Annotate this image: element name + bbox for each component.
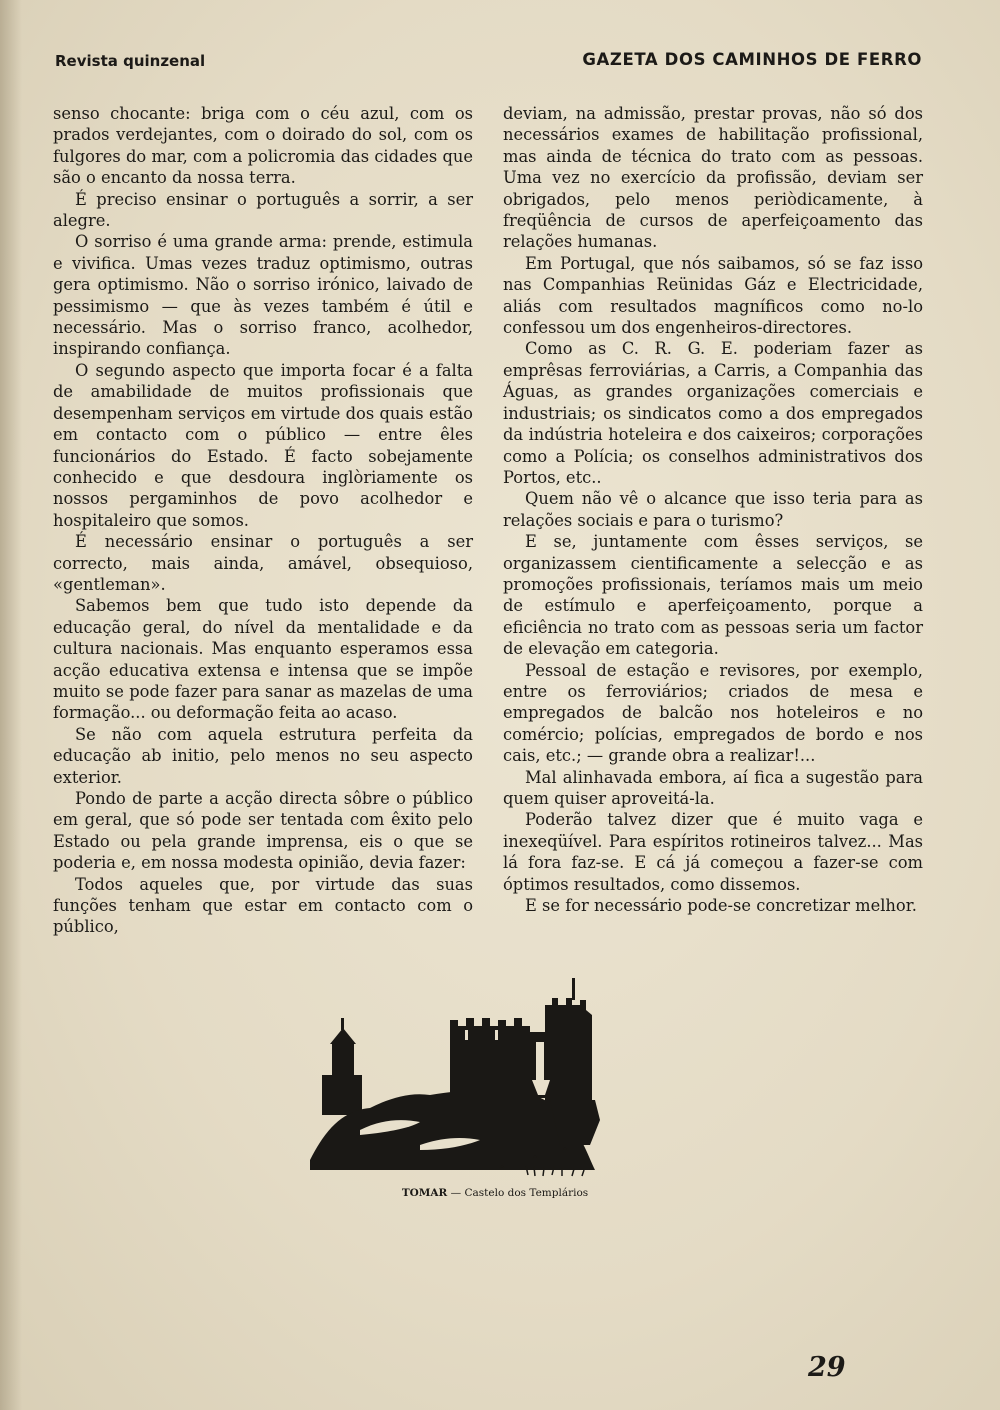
paragraph: É preciso ensinar o português a sorrir, a ser alegre. [53, 189, 473, 231]
caption-description: — Castelo dos Templários [447, 1187, 589, 1199]
header-publication-type: Revista quinzenal [55, 52, 206, 70]
paragraph: senso chocante: briga com o céu azul, com os prados verdejantes, com o doirado do sol, com os fulgores do mar, com a policromia das cidades que são o encanto da nossa terra. [53, 104, 473, 188]
paragraph: O segundo aspecto que importa focar é a falta de amabilidade de muitos profissionais que desempenham serviços em virtude dos quais estão em contacto com o público — entre êles funcionários do Estado. É facto sobejamente conhecido e que desdoura inglòriamente os nossos pergaminhos de povo acolhedor e hospitaleiro que somos. [53, 360, 473, 530]
left-text-column [53, 103, 473, 938]
illustration-caption [300, 1187, 690, 1199]
paragraph: Poderão talvez dizer que é muito vaga e inexeqüível. Para espíritos rotineiros talvez... Mas lá fora faz-se. E cá já começou a fazer-se com óptimos resultados, como dissemos. [503, 810, 923, 894]
paragraph: Se não com aquela estrutura perfeita da educação ab initio, pelo menos no seu aspecto exterior. [53, 724, 473, 787]
paragraph: Todos aqueles que, por virtude das suas funções tenham que estar em contacto com o público, [53, 874, 473, 937]
castle-illustration [300, 970, 610, 1185]
paragraph: Quem não vê o alcance que isso teria para as relações sociais e para o turismo? [503, 489, 923, 530]
paragraph: Pondo de parte a acção directa sôbre o público em geral, que só pode ser tentada com êxito pelo Estado ou pela grande imprensa, eis o que se poderia e, em nossa modesta opinião, devia fazer: [53, 789, 473, 873]
paragraph: Como as C. R. G. E. poderiam fazer as emprêsas ferroviárias, a Carris, a Companhia das Águas, as grandes organizações comerciais e industriais; os sindicatos como a dos empregados da indústria hoteleira e dos caixeiros; corporações como a Polícia; os conselhos administrativos dos Portos, etc.. [503, 339, 923, 487]
paragraph: Mal alinhavada embora, aí fica a sugestão para quem quiser aproveitá-la. [503, 767, 923, 808]
paragraph: O sorriso é uma grande arma: prende, estimula e vivifica. Umas vezes traduz optimismo, outras gera optimismo. Não o sorriso irónico, laivado de pessimismo — que às vezes também é útil e necessário. Mas o sorriso franco, acolhedor, inspirando confiança. [53, 232, 473, 359]
paragraph: E se for necessário pode-se concretizar melhor. [525, 896, 917, 916]
right-text-column [503, 103, 923, 916]
page-number: 29 [808, 1352, 846, 1383]
paragraph: Sabemos bem que tudo isto depende da educação geral, do nível da mentalidade e da cultura nacionais. Mas enquanto esperamos essa acção educativa extensa e intensa que se impõe muito se pode fazer para sanar as mazelas de uma formação... ou deformação feita ao acaso. [53, 596, 473, 723]
header-publication-title: GAZETA DOS CAMINHOS DE FERRO [582, 50, 922, 69]
paragraph: E se, juntamente com êsses serviços, se organizassem cientificamente a selecção e as promoções profissionais, teríamos mais um meio de estímulo e aperfeiçoamento, porque a eficiência no trato com as pessoas seria um factor de elevação em categoria. [503, 532, 923, 659]
page-edge-shadow [0, 0, 22, 1410]
paragraph: Pessoal de estação e revisores, por exemplo, entre os ferroviários; criados de mesa e empregados de balcão nos hoteleiros e no comércio; polícias, empregados de bordo e nos cais, etc.; — grande obra a realizar!... [503, 660, 923, 766]
paragraph: É necessário ensinar o português a ser correcto, mais ainda, amável, obsequioso, «gentleman». [53, 532, 473, 594]
paragraph: deviam, na admissão, prestar provas, não só dos necessários exames de habilitação profissional, mas ainda de técnica do trato com as pessoas. Uma vez no exercício da profissão, deviam ser obrigados, pelo menos periòdicamente, à freqüência de cursos de aperfeiçoamento das relações humanas. [503, 104, 923, 252]
paragraph: Em Portugal, que nós saibamos, só se faz isso nas Companhias Reünidas Gáz e Electricidade, aliás com resultados magníficos como no-lo confessou um dos engenheiros-directores. [503, 253, 923, 338]
caption-place: TOMAR [401, 1187, 448, 1199]
